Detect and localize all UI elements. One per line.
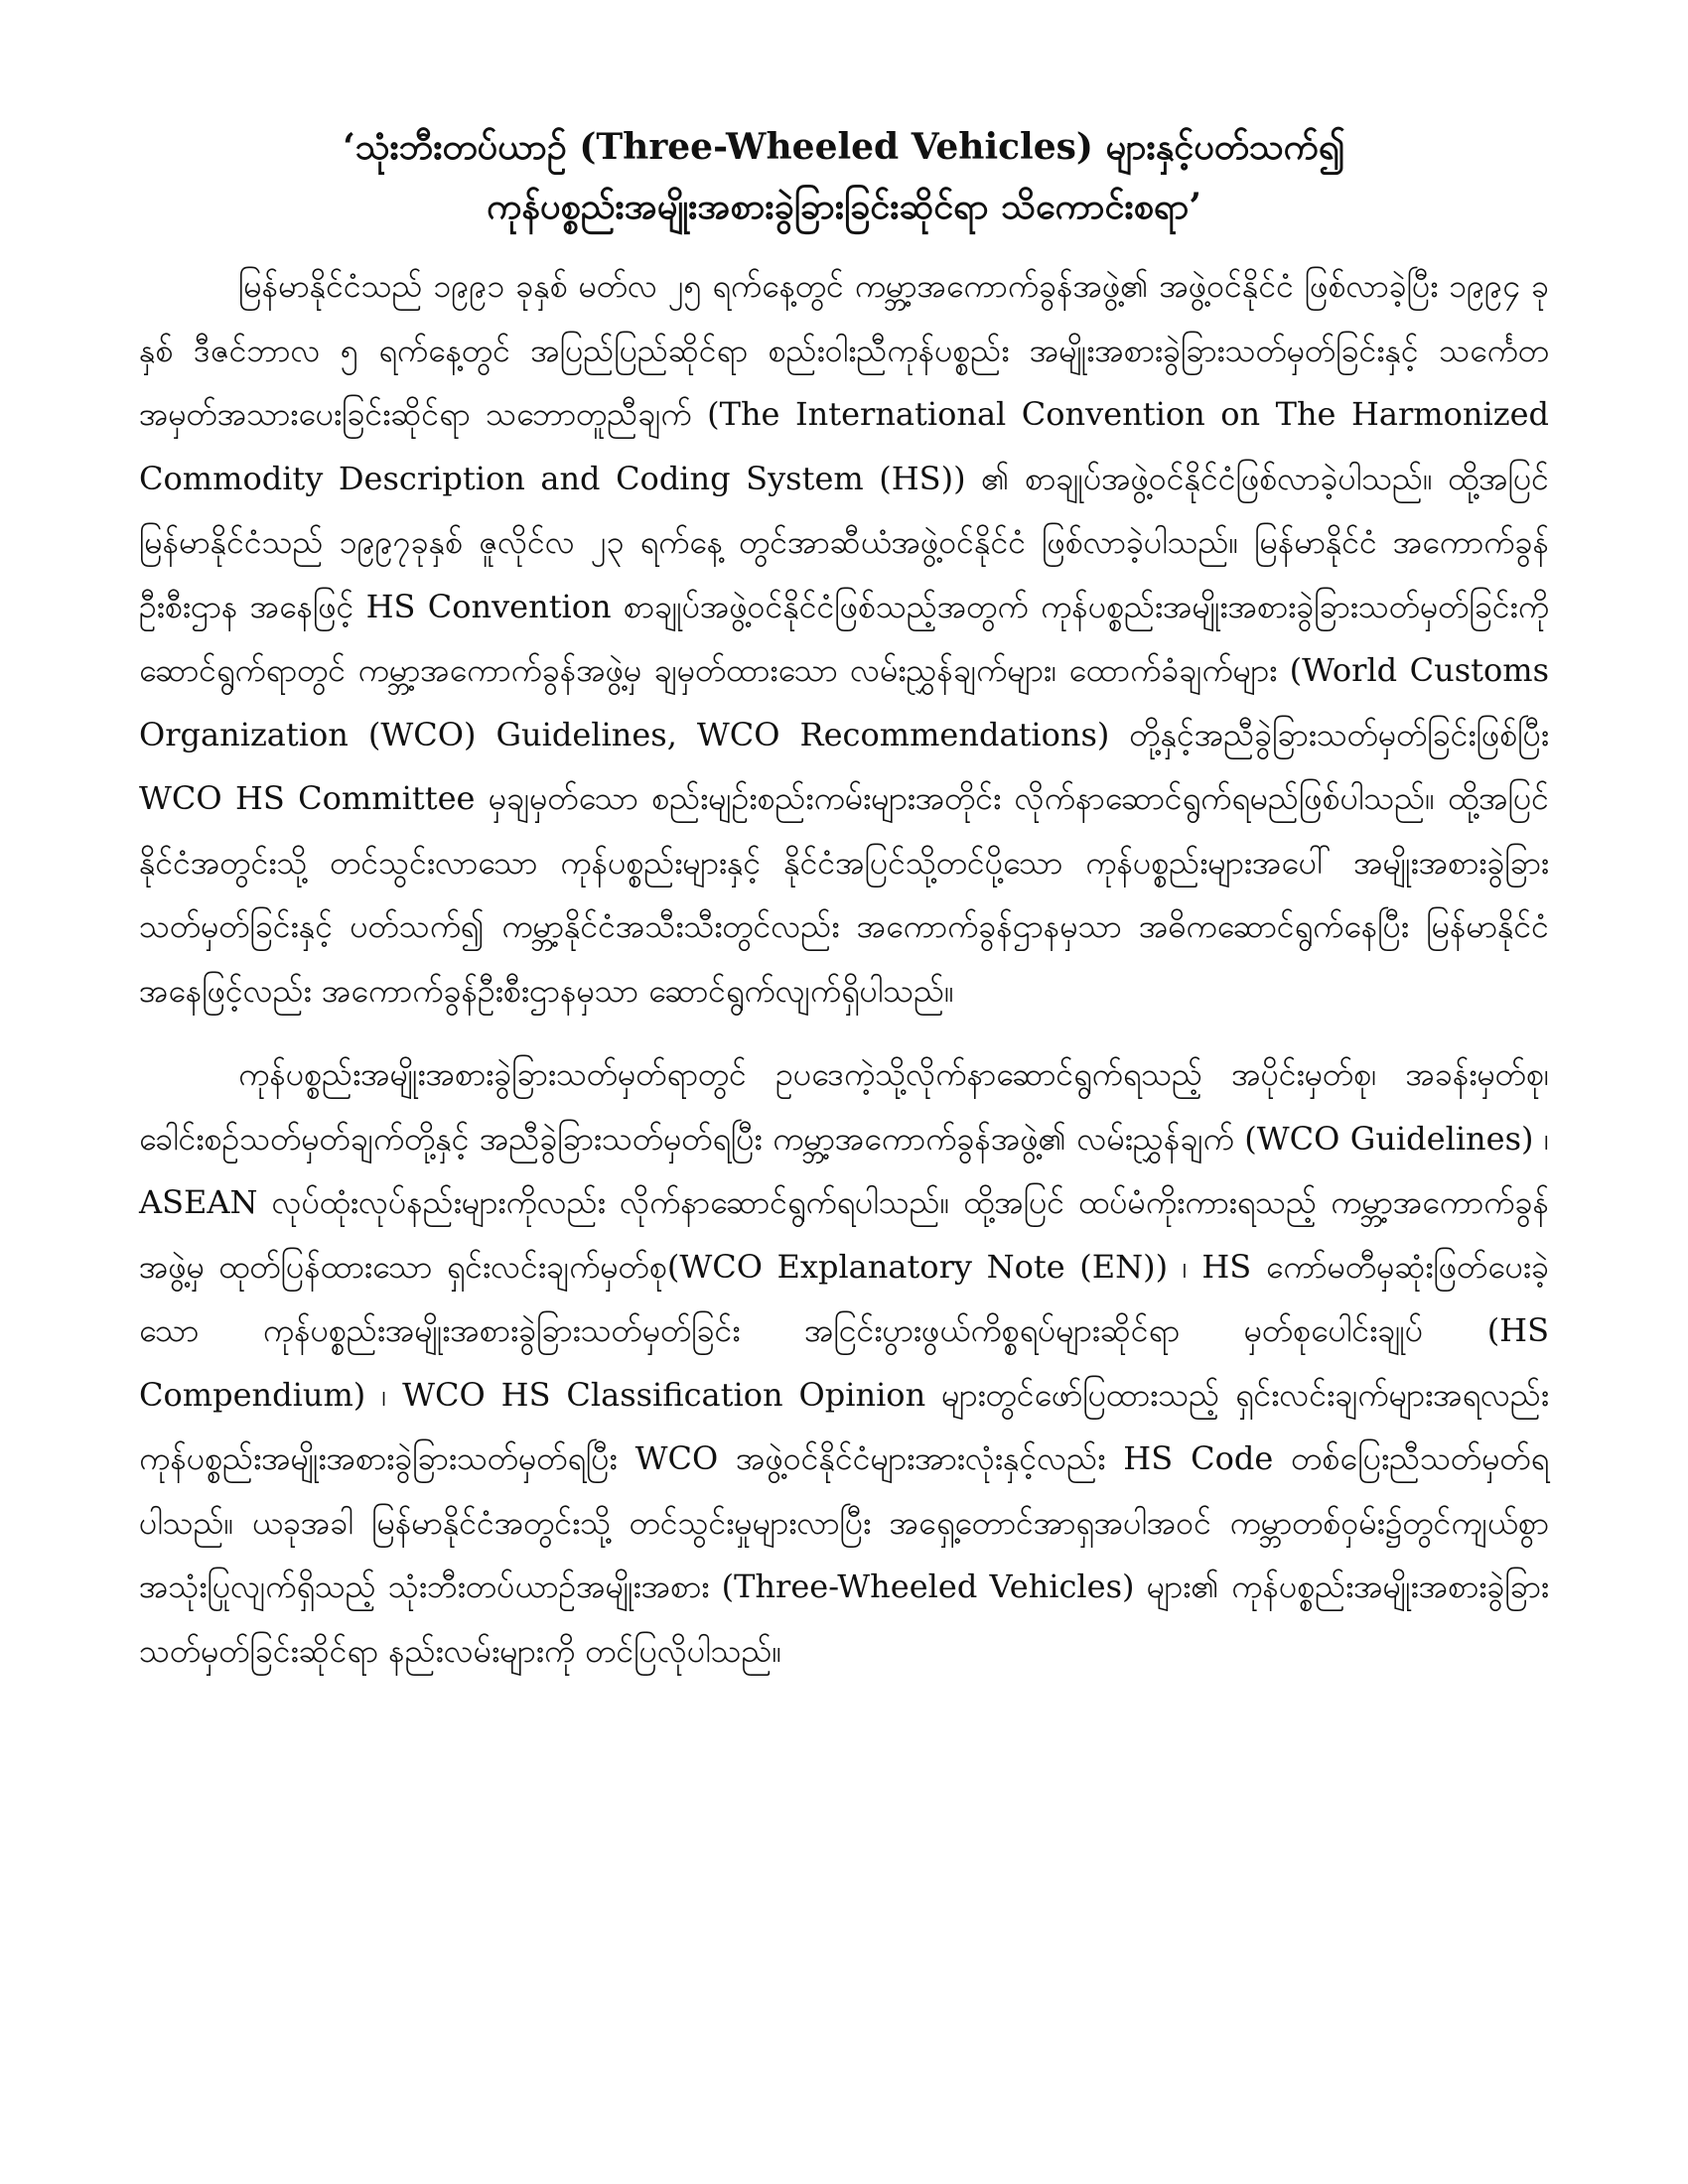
document-title bbox=[139, 117, 1549, 236]
paragraph-2: ကုန်ပစ္စည်းအမျိုးအစားခွဲခြားသတ်မှတ်ရာတွင် ဥပဒေကဲ့သို့လိုက်နာဆောင်ရွက်ရသည့် အပိုင်းမှတ်စု၊ အခန်းမှတ်စု၊ ခေါင်းစဉ်သတ်မှတ်ချက်တို့နှင့် အညီခွဲခြားသတ်မှတ်ရပြီး ကမ္ဘာ့အကောက်ခွန်အဖွဲ့၏ လမ်းညွှန်ချက် (WCO Guidelines) ၊ ASEAN လုပ်ထုံးလုပ်နည်းများကိုလည်း လိုက်နာဆောင်ရွက်ရပါသည်။ ထို့အပြင် ထပ်မံကိုးကားရသည့် ကမ္ဘာ့အကောက်ခွန်အဖွဲ့မှ ထုတ်ပြန်ထားသော ရှင်းလင်းချက်မှတ်စု(WCO Explanatory Note (EN)) ၊ HS ကော်မတီမှဆုံးဖြတ်ပေးခဲ့သော ကုန်ပစ္စည်းအမျိုးအစားခွဲခြားသတ်မှတ်ခြင်း အငြင်းပွားဖွယ်ကိစ္စရပ်များဆိုင်ရာ မှတ်စုပေါင်းချုပ် (HS Compendium) ၊ WCO HS Classification Opinion များတွင်ဖော်ပြထားသည့် ရှင်းလင်းချက်များအရလည်း ကုန်ပစ္စည်းအမျိုးအစားခွဲခြားသတ်မှတ်ရပြီး WCO အဖွဲ့ဝင်နိုင်ငံများအားလုံးနှင့်လည်း HS Code တစ်ပြေးညီသတ်မှတ်ရပါသည်။ ယခုအခါ မြန်မာနိုင်ငံအတွင်းသို့ တင်သွင်းမှုများလာပြီး အရှေ့တောင်အာရှအပါအဝင် ကမ္ဘာတစ်ဝှမ်း၌တွင်ကျယ်စွာအသုံးပြုလျက်ရှိသည့် သုံးဘီးတပ်ယာဉ်အမျိုးအစား (Three-Wheeled Vehicles) များ၏ ကုန်ပစ္စည်းအမျိုးအစားခွဲခြားသတ်မှတ်ခြင်းဆိုင်ရာ နည်းလမ်းများကို တင်ပြလိုပါသည်။ bbox=[139, 1055, 1550, 1670]
paragraph-1: မြန်မာနိုင်ငံသည် ၁၉၉၁ ခုနှစ် မတ်လ ၂၅ ရက်နေ့တွင် ကမ္ဘာ့အကောက်ခွန်အဖွဲ့၏ အဖွဲ့ဝင်နိုင်ငံ ဖြစ်လာခဲ့ပြီး ၁၉၉၄ ခုနှစ် ဒီဇင်ဘာလ ၅ ရက်နေ့တွင် အပြည်ပြည်ဆိုင်ရာ စည်းဝါးညီကုန်ပစ္စည်း အမျိုးအစားခွဲခြားသတ်မှတ်ခြင်းနှင့် သင်္ကေတအမှတ်အသားပေးခြင်းဆိုင်ရာ သဘောတူညီချက် (The International Convention on The Harmonized Commodity Description and Coding System (HS)) ၏ စာချုပ်အဖွဲ့ဝင်နိုင်ငံဖြစ်လာခဲ့ပါသည်။ ထို့အပြင် မြန်မာနိုင်ငံသည် ၁၉၉၇ခုနှစ် ဇူလိုင်လ ၂၃ ရက်နေ့ တွင်အာဆီယံအဖွဲ့ဝင်နိုင်ငံ ဖြစ်လာခဲ့ပါသည်။ မြန်မာနိုင်ငံ အကောက်ခွန်ဦးစီးဌာန အနေဖြင့် HS Convention စာချုပ်အဖွဲ့ဝင်နိုင်ငံဖြစ်သည့်အတွက် ကုန်ပစ္စည်းအမျိုးအစားခွဲခြားသတ်မှတ်ခြင်းကို ဆောင်ရွက်ရာတွင် ကမ္ဘာ့အကောက်ခွန်အဖွဲ့မှ ချမှတ်ထားသော လမ်းညွှန်ချက်များ၊ ထောက်ခံချက်များ (World Customs Organization (WCO) Guidelines, WCO Recommendations) တို့နှင့်အညီခွဲခြားသတ်မှတ်ခြင်းဖြစ်ပြီး WCO HS Committee မှချမှတ်သော စည်းမျဉ်းစည်းကမ်းများအတိုင်း လိုက်နာဆောင်ရွက်ရမည်ဖြစ်ပါသည်။ ထို့အပြင် နိုင်ငံအတွင်းသို့ တင်သွင်းလာသော ကုန်ပစ္စည်းများနှင့် နိုင်ငံအပြင်သို့တင်ပို့သော ကုန်ပစ္စည်းများအပေါ် အမျိုးအစားခွဲခြားသတ်မှတ်ခြင်းနှင့် ပတ်သက်၍ ကမ္ဘာ့နိုင်ငံအသီးသီးတွင်လည်း အကောက်ခွန်ဌာနမှသာ အဓိကဆောင်ရွက်နေပြီး မြန်မာနိုင်ငံအနေဖြင့်လည်း အကောက်ခွန်ဦးစီးဌာနမှသာ ဆောင်ရွက်လျက်ရှိပါသည်။ bbox=[139, 267, 1550, 1010]
title-line-2: ကုန်ပစ္စည်းအမျိုးအစားခွဲခြားခြင်းဆိုင်ရာ သိကောင်းစရာ’ bbox=[487, 186, 1201, 227]
title-line-1: ‘သုံးဘီးတပ်ယာဉ် (Three-Wheeled Vehicles) များနှင့်ပတ်သက်၍ bbox=[343, 126, 1345, 168]
